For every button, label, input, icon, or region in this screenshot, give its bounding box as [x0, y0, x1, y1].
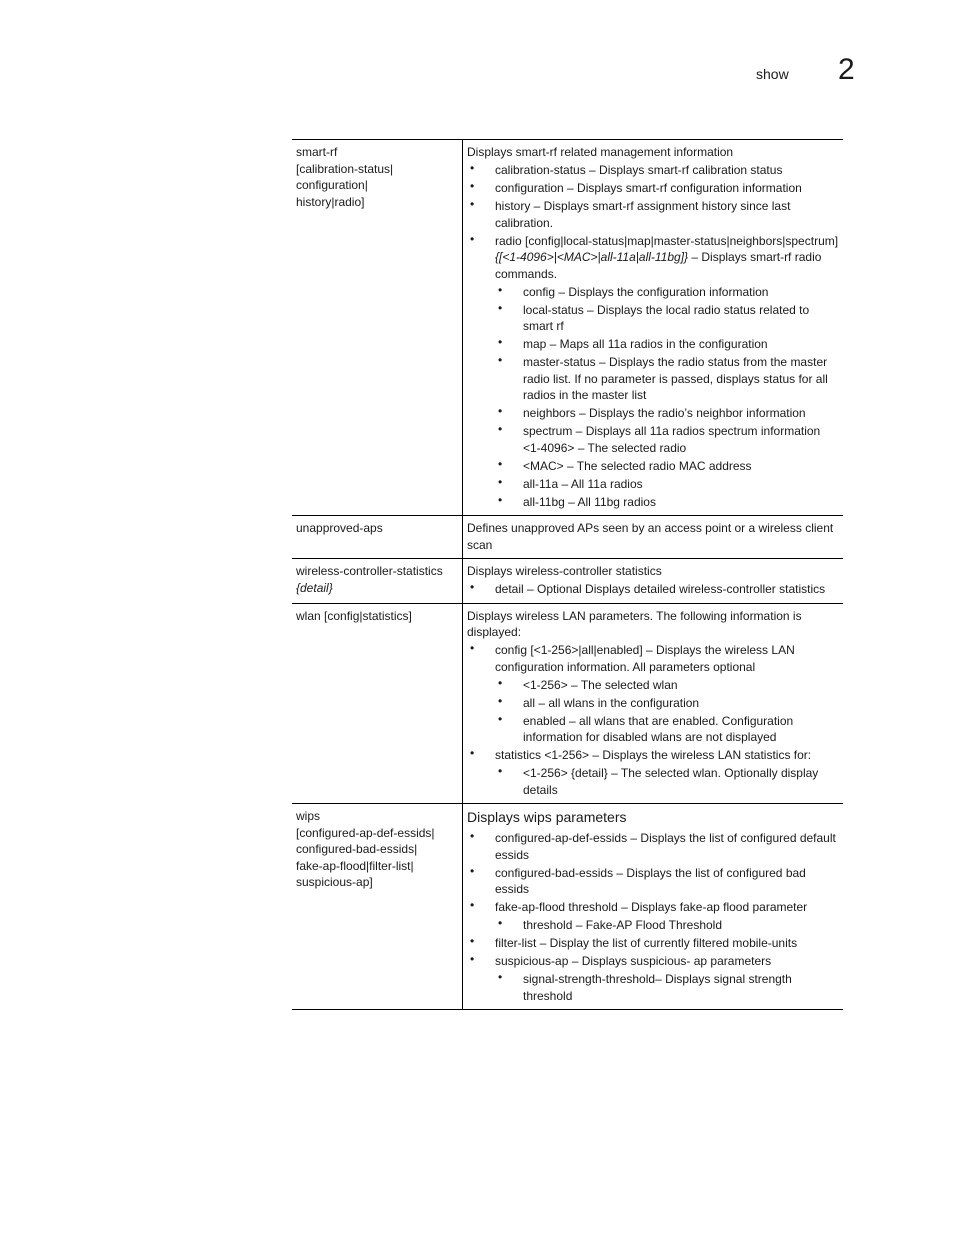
bullet-text: calibration-status – Displays smart-rf calibration status [495, 163, 783, 177]
sub-bullet-item [467, 354, 839, 404]
description-text: Defines unapproved APs seen by an access point or a wireless client scan [467, 521, 834, 552]
command-line: configuration| [296, 178, 368, 192]
bullet-text: <1-256> {detail} – The selected wlan. Optionally display details [523, 766, 819, 797]
bullet-text: threshold – Fake-AP Flood Threshold [523, 918, 723, 932]
description-cell [463, 516, 843, 558]
bullet-text: filter-list – Display the list of currently filtered mobile-units [495, 936, 798, 950]
bullet-text: <1-256> – The selected wlan [523, 677, 678, 692]
bullet-text: configured-ap-def-essids – Displays the list of configured default essids [495, 831, 836, 862]
description-text: Displays wireless LAN parameters. The following information is displayed: [467, 608, 802, 639]
bullet-text-after: – Displays smart-rf radio commands. [495, 250, 822, 281]
bullet-item [467, 233, 839, 283]
description-cell [463, 559, 843, 603]
command-line: [calibration-status| [296, 161, 394, 176]
bullet-text: all-11bg – All 11bg radios [523, 494, 656, 509]
bullet-item [467, 747, 839, 764]
bullet-text: statistics <1-256> – Displays the wireless LAN statistics for: [495, 748, 812, 762]
command-cell [292, 516, 463, 558]
sub-bullet-item [467, 284, 839, 301]
command-cell [292, 140, 463, 515]
bullet-icon: • [498, 675, 503, 690]
bullet-icon: • [498, 353, 503, 367]
command-line: [configured-ap-def-essids| [296, 825, 435, 840]
bullet-icon: • [470, 179, 475, 193]
bullet-text: config [<1-256>|all|enabled] – Displays the wireless LAN configuration information. All parameters optional [495, 643, 795, 674]
bullet-text: map – Maps all 11a radios in the configuration [523, 337, 768, 351]
bullet-icon: • [498, 404, 503, 418]
bullet-text: all – all wlans in the configuration [523, 695, 700, 710]
command-line: fake-ap-flood|filter-list| [296, 858, 414, 873]
bullet-icon: • [470, 829, 475, 843]
command-cell [292, 604, 463, 804]
bullet-text: neighbors – Displays the radio’s neighbor information [523, 406, 806, 420]
bullet-icon: • [498, 474, 503, 489]
bullet-item [467, 198, 839, 231]
bullet-icon: • [498, 764, 503, 778]
sub-bullet-item [467, 917, 839, 934]
description-cell [463, 804, 843, 1009]
command-line: wips [296, 809, 321, 823]
command-line: wlan [config|statistics] [296, 608, 412, 623]
bullet-icon: • [498, 916, 503, 930]
bullet-icon: • [470, 934, 475, 948]
sub-bullet-item [467, 458, 839, 475]
bullet-icon: • [470, 952, 475, 966]
bullet-item [467, 899, 839, 916]
table-row [292, 604, 843, 805]
bullet-text: history – Displays smart-rf assignment history since last calibration. [495, 199, 791, 230]
bullet-item [467, 953, 839, 970]
bullet-icon: • [498, 282, 503, 297]
command-cell [292, 559, 463, 603]
bullet-text: master-status – Displays the radio status from the master radio list. If no parameter is passed, displays status for all radios in the master list [523, 355, 828, 402]
bullet-text: local-status – Displays the local radio status related to smart rf [523, 302, 810, 333]
sub-bullet-item [467, 494, 839, 511]
bullet-item [467, 830, 839, 863]
bullet-text: <MAC> – The selected radio MAC address [523, 458, 752, 473]
command-cell [292, 804, 463, 1009]
bullet-item [467, 935, 839, 952]
bullet-icon: • [498, 492, 503, 507]
sub-bullet-item [467, 971, 839, 1004]
bullet-text: radio [config|local-status|map|master-status|neighbors|spectrum] [495, 233, 839, 248]
sub-bullet-item [467, 302, 839, 335]
bullet-text: enabled – all wlans that are enabled. Configuration information for disabled wlans are not displayed [523, 713, 794, 744]
bullet-icon: • [498, 335, 503, 349]
command-line: suspicious-ap] [296, 875, 373, 889]
bullet-text: all-11a – All 11a radios [523, 476, 643, 491]
sub-bullet-item [467, 677, 839, 694]
bullet-text: signal-strength-threshold– Displays signal strength threshold [523, 972, 792, 1003]
bullet-text: configured-bad-essids – Displays the list of configured bad essids [495, 865, 806, 896]
bullet-text: configuration – Displays smart-rf configuration information [495, 181, 802, 195]
description-text: Displays wireless-controller statistics [467, 564, 662, 578]
sub-bullet-item [467, 405, 839, 422]
command-line: wireless-controller-statistics [296, 564, 443, 578]
description-cell [463, 604, 843, 804]
bullet-icon: • [498, 456, 503, 471]
sub-bullet-item [467, 423, 839, 456]
bullet-text: suspicious-ap – Displays suspicious- ap parameters [495, 954, 772, 968]
bullet-item [467, 581, 839, 598]
sub-bullet-item [467, 476, 839, 493]
chapter-number: 2 [838, 53, 855, 86]
command-option: {detail} [296, 580, 333, 595]
running-header-section: show [756, 66, 789, 82]
bullet-icon: • [470, 231, 475, 246]
command-line: smart-rf [296, 145, 338, 159]
description-text: Displays wips parameters [467, 809, 627, 825]
bullet-icon: • [498, 300, 503, 315]
bullet-icon: • [498, 711, 503, 726]
bullet-icon: • [470, 746, 475, 760]
bullet-item [467, 180, 839, 197]
bullet-icon: • [498, 693, 503, 708]
description-cell [463, 140, 843, 515]
sub-bullet-item [467, 765, 839, 798]
table-row [292, 559, 843, 604]
bullet-icon: • [470, 197, 475, 211]
bullet-italic-text: {[<1-4096>|<MAC>|all-11a|all-11bg]} [495, 250, 689, 264]
table-row [292, 140, 843, 516]
command-line: configured-bad-essids| [296, 842, 418, 856]
bullet-text: spectrum – Displays all 11a radios spectrum information <1-4096> – The selected radio [523, 424, 821, 455]
bullet-icon: • [498, 422, 503, 436]
bullet-item [467, 642, 839, 675]
bullet-icon: • [470, 161, 475, 175]
description-text: Displays smart-rf related management information [467, 145, 734, 159]
sub-bullet-item [467, 336, 839, 353]
bullet-item [467, 162, 839, 179]
sub-bullet-item [467, 713, 839, 746]
bullet-item [467, 865, 839, 898]
bullet-icon: • [470, 898, 475, 912]
bullet-icon: • [470, 580, 475, 594]
table-row [292, 804, 843, 1010]
bullet-icon: • [470, 863, 475, 878]
bullet-icon: • [498, 970, 503, 984]
command-line: history|radio] [296, 194, 365, 209]
table-row [292, 516, 843, 559]
bullet-text: detail – Optional Displays detailed wireless-controller statistics [495, 582, 826, 596]
sub-bullet-item [467, 695, 839, 712]
bullet-icon: • [470, 641, 475, 655]
command-line: unapproved-aps [296, 521, 383, 535]
command-table [292, 139, 843, 1010]
bullet-text: config – Displays the configuration information [523, 284, 769, 299]
bullet-text: fake-ap-flood threshold – Displays fake-ap flood parameter [495, 900, 808, 914]
